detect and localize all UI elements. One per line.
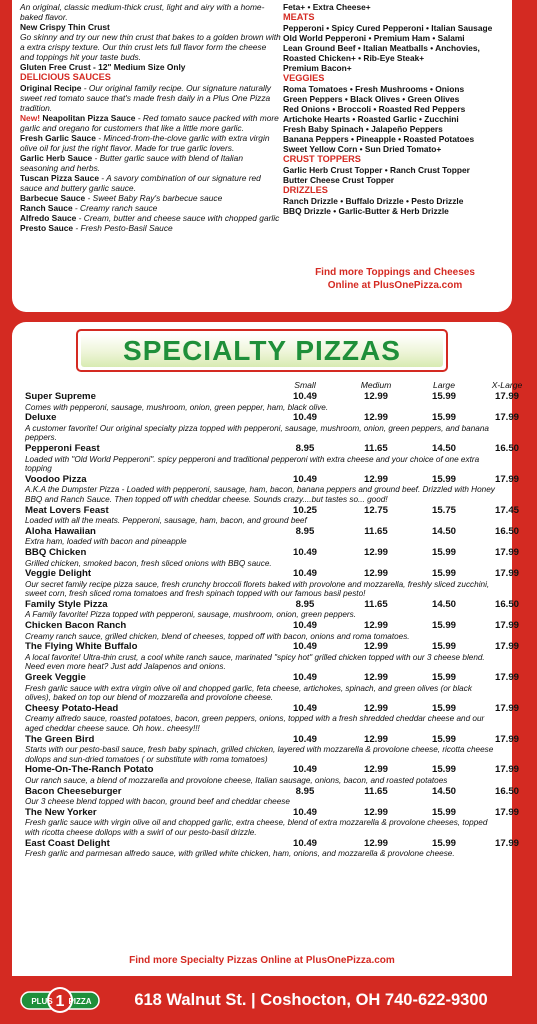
price-large: 15.99 [431, 412, 456, 424]
pizza-name: Meat Lovers Feast [25, 504, 109, 516]
price-medium: 12.99 [363, 702, 388, 714]
pizza-header [25, 568, 519, 580]
pizza-description: Comes with pepperoni, sausage, mushroom, onion, green pepper, ham, black olive. [25, 402, 329, 412]
price-medium: 12.99 [363, 568, 388, 580]
pizza-description: Our ranch sauce, a blend of mozzarella and provolone cheese, Italian sausage, onions, bacon, and roasted potatoes [25, 775, 448, 785]
topping-line: BBQ Drizzle • Garlic-Butter & Herb Drizzle [283, 206, 449, 216]
size-medium: Medium [360, 380, 392, 390]
toppings-link-line2: Online at PlusOnePizza.com [327, 280, 463, 291]
price-xlarge: 17.99 [494, 702, 519, 714]
pizza-header [25, 525, 519, 538]
pizza-item [25, 568, 519, 599]
pizza-item [25, 525, 519, 547]
sauce-entry [20, 153, 282, 173]
pizza-header [25, 412, 519, 424]
sauce-entry [20, 173, 282, 193]
pizza-item [25, 733, 519, 765]
sauce-name: Tuscan Pizza Sauce [20, 173, 99, 183]
pizza-header [25, 785, 519, 798]
sauce-name: Ranch Sauce [20, 203, 73, 213]
price-medium: 11.65 [364, 785, 388, 797]
price-large: 15.99 [431, 837, 456, 849]
pizza-name: Voodoo Pizza [25, 473, 87, 485]
price-small: 10.49 [292, 620, 317, 632]
pizza-header [25, 806, 519, 819]
topping-line: Fresh Baby Spinach • Jalapeño Peppers [283, 124, 443, 134]
price-medium: 12.99 [363, 837, 388, 849]
pizza-description: Fresh garlic sauce with extra virgin olive oil and chopped garlic, feta cheese, artichokes, spinach, and green olives (or black olives), baked on top our blend of mozzarella and provolone cheese. [25, 683, 472, 703]
plus-one-pizza-logo [20, 986, 100, 1014]
topping-line: Roasted Chicken+ • Rib-Eye Steak+ [283, 53, 425, 63]
sauce-name: Garlic Herb Sauce [20, 153, 93, 163]
price-large: 15.99 [431, 546, 456, 558]
specialty-banner [76, 329, 448, 372]
size-small: Small [294, 380, 316, 390]
toppings-column [283, 2, 507, 216]
sauce-entry [20, 203, 282, 213]
pizza-description: Creamy ranch sauce, grilled chicken, blend of cheeses, topped off with bacon, onions and roma tomatoes. [25, 631, 410, 641]
pizza-name: Family Style Pizza [25, 598, 108, 610]
sauce-entry [20, 83, 282, 113]
price-small: 10.49 [292, 764, 317, 776]
sauce-name: Presto Sauce [20, 223, 74, 233]
sauce-description: - Sweet Baby Ray's barbecue sauce [85, 193, 223, 203]
topping-line: Old World Pepperoni • Premium Ham • Salami [283, 33, 465, 43]
pizza-name: Cheesy Potato-Head [25, 702, 119, 714]
pizza-header [25, 672, 519, 684]
specialty-title: SPECIALTY PIZZAS [123, 334, 401, 366]
price-large: 15.75 [431, 504, 456, 516]
price-large: 15.99 [431, 620, 456, 632]
pizza-name: The Flying White Buffalo [25, 641, 138, 653]
topping-line: Green Peppers • Black Olives • Green Olives [283, 94, 460, 104]
section-heading: VEGGIES [283, 73, 325, 83]
pizza-item [25, 442, 519, 474]
pizza-name: Greek Veggie [25, 672, 86, 684]
topping-line: Garlic Herb Crust Topper • Ranch Crust Topper [283, 165, 470, 175]
price-medium: 12.99 [363, 672, 388, 684]
pizza-name: Chicken Bacon Ranch [25, 620, 127, 632]
price-small: 8.95 [295, 442, 315, 454]
sauce-description: - Our original family recipe. Our signature naturally sweet red tomato sauce that's made fresh daily in a Plus One Pizza tradition. [20, 83, 271, 113]
pizza-name: The Green Bird [25, 733, 95, 745]
pizza-header [25, 598, 519, 611]
size-large: Large [433, 380, 455, 390]
price-xlarge: 17.99 [494, 806, 519, 818]
pizza-item [25, 391, 519, 412]
toppings-panel [12, 0, 512, 312]
price-large: 14.50 [431, 598, 456, 610]
pizza-description: A customer favorite! Our original specialty pizza topped with pepperoni, sausage, mushroom, onion, green peppers, and banana peppers. [25, 423, 489, 443]
pizza-description: Loaded with "Old World Pepperoni". spicy pepperoni and traditional pepperoni with extra cheese and your choice of one extra topping [25, 454, 480, 474]
price-xlarge: 16.50 [494, 598, 519, 610]
pizza-name: Aloha Hawaiian [25, 525, 96, 537]
sauce-description: - Fresh Pesto-Basil Sauce [73, 223, 173, 233]
price-large: 14.50 [431, 525, 456, 537]
size-header [12, 380, 523, 391]
pizza-item [25, 412, 519, 443]
pizza-name: The New Yorker [25, 806, 97, 818]
price-medium: 12.99 [363, 641, 388, 653]
price-medium: 12.99 [363, 546, 388, 558]
price-large: 15.99 [431, 806, 456, 818]
pizza-item [25, 641, 519, 672]
price-small: 10.49 [292, 806, 317, 818]
pizza-description: Loaded with all the meats. Pepperoni, sausage, ham, bacon, and ground beef [25, 516, 307, 526]
logo-pizza: PIZZA [68, 997, 92, 1006]
price-xlarge: 17.99 [494, 641, 519, 653]
price-large: 15.99 [431, 473, 456, 485]
pizza-name: Home-On-The-Ranch Potato [25, 764, 154, 776]
size-xlarge: X-Large [491, 380, 523, 390]
pizza-header [25, 546, 519, 559]
pizza-description: Creamy alfredo sauce, roasted potatoes, bacon, green peppers, onions, topped with a fresh shredded cheddar cheese and our aged cheddar cheese sauce. Oh how.. cheesy!!! [25, 714, 485, 733]
pizza-list [25, 391, 519, 859]
pizza-header [25, 504, 519, 517]
price-medium: 11.65 [364, 442, 388, 454]
section-heading: CRUST TOPPERS [283, 154, 361, 164]
price-medium: 12.99 [363, 391, 388, 402]
pizza-description: A Family favorite! Pizza topped with pepperoni, sausage, mushroom, onion, green peppers. [25, 610, 357, 620]
topping-line: Feta+ • Extra Cheese+ [283, 2, 371, 12]
pizza-description: A local favorite! Ultra-thin crust, a cool white ranch sauce, marinated "spicy hot" grilled chicken topped with our 3 cheese blend. Need even more heat? Just add Jalapenos and onions. [25, 652, 485, 672]
pizza-item [25, 598, 519, 620]
logo-one: 1 [55, 993, 65, 1010]
sauce-description: - Red tomato sauce packed with more garlic and oregano for customers that like a little more garlic. [20, 113, 279, 133]
price-large: 15.99 [431, 672, 456, 684]
price-medium: 12.99 [363, 733, 388, 745]
sauce-entry [20, 223, 282, 233]
toppings-link-line1: Find more Toppings and Cheeses [315, 267, 475, 278]
price-xlarge: 17.99 [494, 473, 519, 485]
pizza-header [25, 641, 519, 653]
pizza-name: BBQ Chicken [25, 546, 87, 558]
price-medium: 11.65 [364, 525, 388, 537]
price-xlarge: 17.45 [494, 504, 519, 516]
sauce-description: - Cream, butter and cheese sauce with chopped garlic [76, 213, 280, 223]
price-large: 15.99 [431, 764, 456, 776]
price-large: 15.99 [431, 568, 456, 580]
sauce-entry [20, 193, 282, 203]
topping-line: Ranch Drizzle • Buffalo Drizzle • Pesto Drizzle [283, 196, 464, 206]
section-heading: MEATS [283, 12, 315, 22]
price-large: 15.99 [431, 641, 456, 653]
sauce-name: Alfredo Sauce [20, 213, 77, 223]
sauce-entry [20, 113, 282, 133]
price-large: 14.50 [431, 785, 456, 797]
price-small: 8.95 [295, 598, 315, 610]
logo-plus: PLUS [31, 997, 53, 1006]
pizza-name: Super Supreme [25, 391, 96, 402]
topping-line: Pepperoni • Spicy Cured Pepperoni • Italian Sausage [283, 23, 493, 33]
price-xlarge: 17.99 [494, 568, 519, 580]
topping-line: Butter Cheese Crust Topper [283, 175, 395, 185]
crust-description: Go skinny and try our new thin crust that bakes to a golden brown with a extra crispy texture. Our thin crust lets full flavor form the cheese and toppings hit your taste buds. [20, 32, 281, 62]
sauce-entry [20, 133, 282, 153]
topping-line: Roma Tomatoes • Fresh Mushrooms • Onions [283, 84, 465, 94]
pizza-header [25, 702, 519, 715]
specialty-pizzas-panel [12, 322, 523, 976]
pizza-item [25, 504, 519, 526]
pizza-header [25, 620, 519, 632]
pizza-header [25, 837, 519, 850]
price-xlarge: 17.99 [494, 391, 519, 402]
pizza-item [25, 672, 519, 703]
price-xlarge: 17.99 [494, 546, 519, 558]
price-xlarge: 17.99 [494, 620, 519, 632]
price-medium: 11.65 [364, 598, 388, 610]
pizza-item [25, 837, 519, 859]
price-small: 10.49 [292, 412, 317, 424]
sauce-name: Fresh Garlic Sauce [20, 133, 96, 143]
topping-line: Banana Peppers • Pineapple • Roasted Potatoes [283, 134, 475, 144]
crusts-sauces-column [20, 2, 282, 233]
price-small: 10.49 [292, 473, 317, 485]
price-small: 10.49 [292, 641, 317, 653]
price-small: 8.95 [295, 785, 315, 797]
new-badge: New! [20, 113, 41, 123]
pizza-header [25, 764, 519, 776]
crust-name: Gluten Free Crust - 12" Medium Size Only [20, 62, 186, 72]
pizza-description: Our secret family recipe pizza sauce, fresh crunchy broccoli florets baked with provolone and mozzarella, freshly sliced zucchini, sweet corn, fresh sliced roma tomatoes and fresh spinach topped with our famous basil pesto! [25, 579, 490, 599]
price-xlarge: 16.50 [494, 525, 519, 537]
price-medium: 12.99 [363, 764, 388, 776]
pizza-description: Extra ham, loaded with bacon and pineapple [25, 537, 187, 547]
pizza-item [25, 764, 519, 785]
pizza-name: Deluxe [25, 412, 57, 424]
price-small: 10.49 [292, 837, 317, 849]
price-large: 15.99 [431, 702, 456, 714]
sauce-entry [20, 213, 282, 223]
specialty-online-link[interactable]: Find more Specialty Pizzas Online at PlusOnePizza.com [129, 955, 395, 966]
price-xlarge: 17.99 [494, 672, 519, 684]
pizza-header [25, 473, 519, 486]
topping-line: Red Onions • Broccoli • Roasted Red Peppers [283, 104, 466, 114]
price-xlarge: 17.99 [494, 733, 519, 745]
pizza-name: Veggie Delight [25, 568, 92, 580]
sauce-description: - Butter garlic sauce with blend of Italian seasoning and herbs. [20, 153, 243, 173]
topping-line: Lean Ground Beef • Italian Meatballs • Anchovies, [283, 43, 480, 53]
pizza-header [25, 442, 519, 455]
price-small: 10.49 [292, 672, 317, 684]
topping-line: Sweet Yellow Corn • Sun Dried Tomato+ [283, 144, 442, 154]
pizza-description: Starts with our pesto-basil sauce, fresh baby spinach, grilled chicken, layered with mozzarella & provolone cheese, ricotta cheese dollops and sun-dried tomatoes ( or substitute with roma tomatoes) [25, 745, 494, 764]
section-heading: DELICIOUS SAUCES [20, 72, 111, 82]
price-large: 14.50 [431, 442, 456, 454]
pizza-header [25, 733, 519, 746]
pizza-name: East Coast Delight [25, 837, 110, 849]
price-medium: 12.99 [363, 806, 388, 818]
pizza-item [25, 546, 519, 568]
topping-line: Premium Bacon+ [283, 63, 352, 73]
price-xlarge: 16.50 [494, 785, 519, 797]
price-xlarge: 17.99 [494, 412, 519, 424]
price-small: 10.49 [292, 733, 317, 745]
topping-line: Artichoke Hearts • Roasted Garlic • Zucchini [283, 114, 459, 124]
crust-name: New Crispy Thin Crust [20, 22, 110, 32]
pizza-name: Bacon Cheeseburger [25, 785, 122, 797]
sauce-description: - Minced-from-the-clove garlic with extra virgin olive oil for just the right flavor. Made for true garlic lovers. [20, 133, 270, 153]
price-medium: 12.75 [363, 504, 388, 516]
pizza-item [25, 806, 519, 838]
price-small: 10.49 [292, 546, 317, 558]
pizza-item [25, 473, 519, 505]
pizza-description: Our 3 cheese blend topped with bacon, ground beef and cheddar cheese [25, 797, 290, 807]
sauce-description: - Creamy ranch sauce [72, 203, 158, 213]
sauce-name: Original Recipe [20, 83, 82, 93]
pizza-header [25, 391, 519, 403]
price-medium: 12.99 [363, 620, 388, 632]
price-small: 10.49 [292, 702, 317, 714]
sauce-description: - A savory combination of our signature red sauce and buttery garlic sauce. [20, 173, 261, 193]
section-heading: DRIZZLES [283, 185, 328, 195]
sauce-name: Barbecue Sauce [20, 193, 86, 203]
price-small: 8.95 [295, 525, 315, 537]
toppings-online-link[interactable] [283, 266, 507, 292]
price-xlarge: 17.99 [494, 837, 519, 849]
price-large: 15.99 [431, 391, 456, 402]
pizza-description: A.K.A the Dumpster Pizza - Loaded with pepperoni, sausage, ham, bacon, banana peppers and ground beef. Drizzled with Honey BBQ and Ranch Sauce. Then topped off with cheddar cheese. Sounds crazy....but tastes so... good! [25, 485, 495, 504]
price-small: 10.25 [292, 504, 317, 516]
store-address: 618 Walnut St. | Coshocton, OH 740-622-9300 [134, 991, 488, 1009]
pizza-description: Fresh garlic sauce with virgin olive oil and chopped garlic, extra cheese, blend of extra mozzarella & provolone cheeses, topped with ricotta cheese dollops with a swirl of our pesto-basil drizzle. [25, 818, 488, 837]
sauce-name: Neapolitan Pizza Sauce [42, 113, 136, 123]
price-xlarge: 16.50 [494, 442, 519, 454]
crust-description: An original, classic medium-thick crust, light and airy with a home-baked flavor. [20, 2, 265, 22]
pizza-name: Pepperoni Feast [25, 442, 100, 454]
price-medium: 12.99 [363, 412, 388, 424]
pizza-description: Fresh garlic and parmesan alfredo sauce, with grilled white chicken, ham, onions, and mozzarella & provolone cheese. [25, 849, 455, 859]
pizza-description: Grilled chicken, smoked bacon, fresh sliced onions with BBQ sauce. [25, 558, 272, 568]
price-large: 15.99 [431, 733, 456, 745]
price-xlarge: 17.99 [494, 764, 519, 776]
pizza-item [25, 785, 519, 807]
price-small: 10.49 [292, 391, 317, 402]
price-small: 10.49 [292, 568, 317, 580]
price-medium: 12.99 [363, 473, 388, 485]
pizza-item [25, 702, 519, 734]
pizza-item [25, 620, 519, 641]
